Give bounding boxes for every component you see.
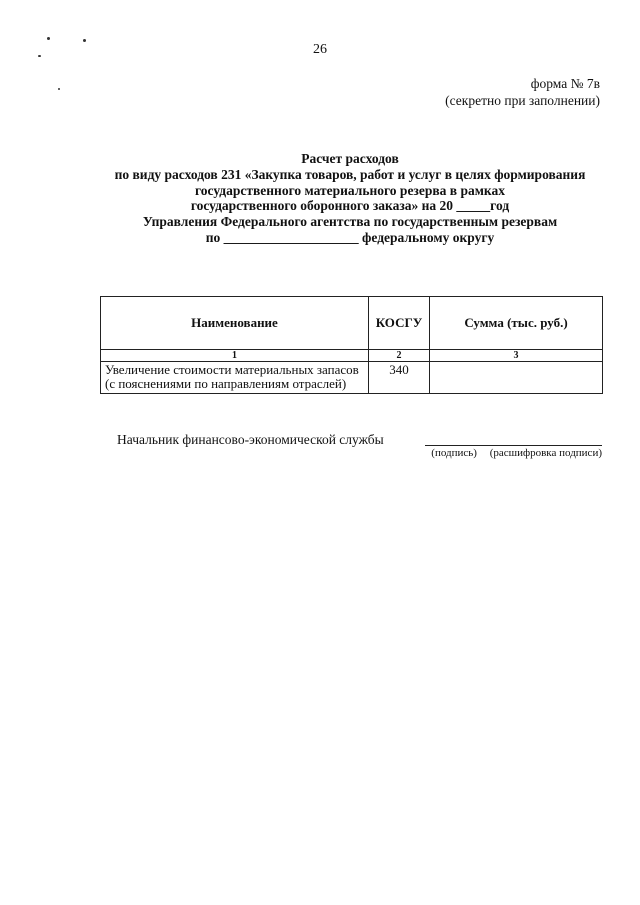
form-label xyxy=(445,75,600,109)
caption-name: (расшифровка подписи) xyxy=(489,447,602,459)
signature-line xyxy=(425,445,602,446)
header-sum: Сумма (тыс. руб.) xyxy=(430,297,603,350)
title-line: Расчет расходов xyxy=(301,151,399,166)
column-number: 3 xyxy=(430,350,603,362)
row-kosgu: 340 xyxy=(369,362,430,394)
page-number: 26 xyxy=(313,42,327,57)
form-number: форма № 7в xyxy=(530,76,600,91)
expense-table xyxy=(100,296,603,394)
row-sum xyxy=(430,362,603,394)
header-name: Наименование xyxy=(101,297,369,350)
title-line: Управления Федерального агентства по государственным резервам xyxy=(142,214,558,230)
header-kosgu: КОСГУ xyxy=(369,297,430,350)
document-title xyxy=(100,151,600,246)
column-number-row xyxy=(101,350,603,362)
column-number: 2 xyxy=(369,350,430,362)
title-line: по ____________________ федеральному округу xyxy=(205,229,495,245)
title-line: по виду расходов 231 «Закупка товаров, работ и услуг в целях формирования xyxy=(114,166,586,182)
form-secrecy-note: (секретно при заполнении) xyxy=(445,93,600,108)
scan-speck xyxy=(47,37,50,40)
row-name: Увеличение стоимости материальных запасов (с пояснениями по направлениям отраслей) xyxy=(101,362,369,394)
title-line: государственного оборонного заказа» на 20 _____год xyxy=(190,198,510,214)
caption-signature: (подпись) xyxy=(431,447,477,459)
table-row xyxy=(101,362,603,394)
scan-speck xyxy=(58,88,60,90)
title-line: государственного материального резерва в рамках xyxy=(195,182,505,198)
table-header-row xyxy=(101,297,603,350)
signature-caption xyxy=(431,447,602,459)
column-number: 1 xyxy=(101,350,369,362)
signer-position: Начальник финансово-экономической службы xyxy=(117,432,384,447)
